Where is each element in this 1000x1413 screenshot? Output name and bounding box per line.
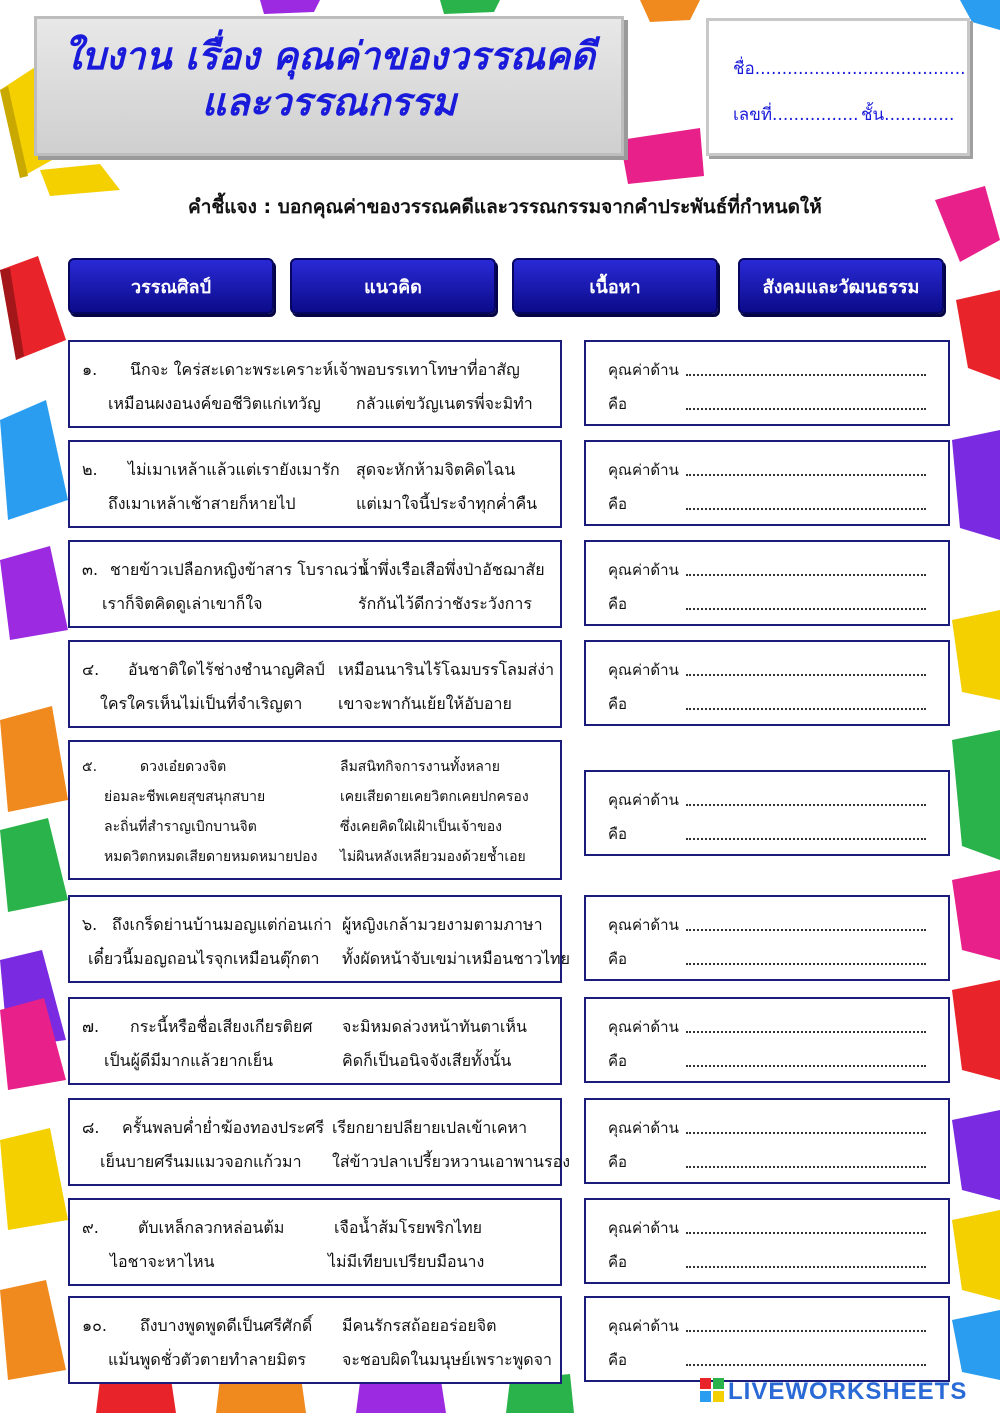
poem-line: ไม่มีเทียบเปรียบมือนาง [328,1252,485,1271]
answer-box [584,1198,950,1284]
is-answer-line[interactable] [686,1166,926,1168]
name-field[interactable]: ชื่อ....................................... [733,59,966,79]
worksheet-title-box [34,16,624,156]
poem-box [68,440,562,528]
poem-box [68,1198,562,1286]
aspect-answer-line[interactable] [686,474,926,476]
poem-line: ถึงบางพูดพูดดีเป็นศรีศักดิ์ [140,1316,313,1335]
aspect-answer-line[interactable] [686,674,926,676]
aspect-label: คุณค่าด้าน [608,661,679,679]
aspect-answer-line[interactable] [686,1132,926,1134]
poem-box [68,895,570,983]
poem-line: ใส่ข้าวปลาเปรี้ยวหวานเอาพานรอง [332,1152,571,1171]
poem-box [68,740,562,880]
aspect-label: คุณค่าด้าน [608,1219,679,1237]
poem-number: ๖. [82,915,98,934]
poem-number: ๓. [82,560,99,579]
poem-line: นึกจะ ใคร่สะเดาะพระเคราะห์เจ้า [130,360,358,379]
number-field[interactable]: เลขที่................ [733,105,859,125]
answer-box [584,895,950,981]
poem-line: รักกันไว้ดีกว่าชังระวังการ [358,594,532,613]
poem-line: ลืมสนิทกิจการงานทั้งหลาย [340,759,500,775]
poem-line: ไม่เมาเหล้าแล้วแต่เรายังเมารัก [128,460,340,479]
tab-concept[interactable]: แนวคิด [290,258,496,314]
is-label: คือ [608,495,628,513]
poem-line: ไอชาจะหาไหน [110,1252,215,1271]
poem-line: ซึ่งเคยคิดใฝ่เฝ้าเป็นเจ้าของ [340,819,502,835]
aspect-label: คุณค่าด้าน [608,1018,679,1036]
poem-line: ทั้งผัดหน้าจับเขม่าเหมือนชาวไทย [342,949,570,968]
is-answer-line[interactable] [686,838,926,840]
is-answer-line[interactable] [686,408,926,410]
poem-line: ย่อมละชีพเคยสุขสนุกสบาย [104,789,266,805]
poem-line: ละถิ่นที่สำราญเบิกบานจิต [104,819,257,835]
poem-line: คิดก็เป็นอนิจจังเสียทั้งนั้น [342,1051,512,1070]
poem-line: น้ำพึ่งเรือเสือพึ่งป่าอัชฌาสัย [358,560,545,579]
aspect-label: คุณค่าด้าน [608,1317,679,1335]
answer-box [584,997,950,1083]
poem-line: เหมือนนารินไร้โฉมบรรโลมส่ง่า [338,660,555,679]
answer-box [584,440,950,526]
is-label: คือ [608,950,628,968]
is-label: คือ [608,595,628,613]
aspect-answer-line[interactable] [686,929,926,931]
poem-line: มีคนรักรสถ้อยอร่อยจิต [342,1316,497,1335]
poem-line: พอบรรเทาโทษาที่อาสัญ [356,360,520,379]
is-answer-line[interactable] [686,1364,926,1366]
poem-number: ๑. [82,360,98,379]
answer-box [584,1098,950,1184]
poem-line: ผู้หญิงเกล้ามวยงามตามภาษา [342,915,543,934]
aspect-label: คุณค่าด้าน [608,361,679,379]
poem-line: ดวงเอ๋ยดวงจิต [140,759,227,775]
liveworksheets-icon [700,1378,724,1402]
is-label: คือ [608,395,628,413]
poem-line: แม้นพูดชั่วตัวตายทำลายมิตร [108,1350,306,1369]
is-label: คือ [608,825,628,843]
aspect-answer-line[interactable] [686,374,926,376]
instruction-text: คำชี้แจง : บอกคุณค่าของวรรณคดีและวรรณกรรมจากคำประพันธ์ที่กำหนดให้ [188,196,822,218]
poem-number: ๗. [82,1017,100,1036]
poem-line: หมดวิตกหมดเสียดายหมดหมายปอง [104,849,318,865]
poem-box [68,1098,571,1186]
is-answer-line[interactable] [686,508,926,510]
poem-line: ไม่ผินหลังเหลียวมองด้วยช้ำเอย [340,849,526,865]
answer-box [584,340,950,426]
is-label: คือ [608,1052,628,1070]
is-answer-line[interactable] [686,963,926,965]
poem-line: เรียกยายปลียายเปลเข้าเคหา [332,1118,528,1137]
aspect-answer-line[interactable] [686,1232,926,1234]
poem-line: ถึงเมาเหล้าเช้าสายก็หายไป [108,494,296,513]
poem-line: ตับเหล็กลวกหล่อนต้ม [138,1218,285,1237]
poem-number: ๑๐. [82,1316,108,1335]
poem-line: แต่เมาใจนี้ประจำทุกค่ำคืน [356,494,538,513]
tab-society-culture[interactable]: สังคมและวัฒนธรรม [738,258,944,314]
poem-line: เคยเสียดายเคยวิตกเคยปกครอง [340,789,529,805]
poem-line: จะมิหมดล่วงหน้าทันตาเห็น [342,1017,527,1036]
poem-line: เป็นผู้ดีมีมากแล้วยากเย็น [104,1051,274,1070]
tab-content[interactable]: เนื้อหา [512,258,718,314]
is-label: คือ [608,695,628,713]
answer-box [584,640,950,726]
poem-line: อันชาติใดไร้ช่างชำนาญศิลป์ [128,660,325,679]
poem-box [68,1296,562,1384]
aspect-label: คุณค่าด้าน [608,461,679,479]
poem-line: เขาจะพากันเย้ยให้อับอาย [338,694,512,713]
poem-line: เจือน้ำส้มโรยพริกไทย [334,1218,483,1237]
answer-box [584,540,950,626]
aspect-label: คุณค่าด้าน [608,561,679,579]
is-answer-line[interactable] [686,1266,926,1268]
worksheet-title-line2: และวรรณกรรม [201,79,457,124]
poem-line: ใครใครเห็นไม่เป็นที่จำเริญตา [100,694,303,713]
poem-box [68,640,562,728]
is-answer-line[interactable] [686,608,926,610]
aspect-answer-line[interactable] [686,1330,926,1332]
is-answer-line[interactable] [686,1065,926,1067]
is-label: คือ [608,1153,628,1171]
liveworksheets-text: LIVEWORKSHEETS [728,1378,968,1405]
poem-line: เดี๋ยวนี้มอญถอนไรจุกเหมือนตุ๊กตา [88,949,320,968]
is-label: คือ [608,1351,628,1369]
poem-line: ชายข้าวเปลือกหญิงข้าสาร โบราณว่า [110,560,367,579]
poem-line: จะชอบผิดในมนุษย์เพราะพูดจา [342,1350,552,1369]
poem-line: กระนี้หรือชื่อเสียงเกียรติยศ [130,1017,313,1036]
aspect-label: คุณค่าด้าน [608,1119,679,1137]
worksheet-title-line1: ใบงาน เรื่อง คุณค่าของวรรณคดี [62,33,596,78]
poem-number: ๕. [82,759,98,775]
is-answer-line[interactable] [686,708,926,710]
poem-box [68,997,562,1085]
poem-line: เย็นบายศรีนมแมวจอกแก้วมา [100,1152,302,1171]
aspect-answer-line[interactable] [686,1031,926,1033]
poem-number: ๒. [82,460,98,479]
answer-box [584,1296,950,1382]
class-field[interactable]: ชั้น............. [861,105,955,125]
aspect-label: คุณค่าด้าน [608,791,679,809]
student-info-box [706,18,970,156]
poem-number: ๘. [82,1118,100,1137]
tab-literary-art[interactable]: วรรณศิลป์ [68,258,274,314]
aspect-label: คุณค่าด้าน [608,916,679,934]
poem-box [68,340,562,428]
poem-line: เหมือนผงอนงค์ขอชีวิตแก่เทวัญ [108,394,321,413]
poem-line: กลัวแต่ขวัญเนตรพี่จะมิทำ [356,394,533,413]
answer-box [584,770,950,856]
poem-line: ถึงเกร็ดย่านบ้านมอญแต่ก่อนเก่า [112,915,332,934]
poem-line: สุดจะหักห้ามจิตคิดไฉน [356,460,516,479]
liveworksheets-logo [700,1378,967,1406]
aspect-answer-line[interactable] [686,804,926,806]
aspect-answer-line[interactable] [686,574,926,576]
poem-box [68,540,562,628]
poem-line: ครั้นพลบค่ำย่ำฆ้องทองประศรี [122,1118,325,1137]
poem-number: ๔. [82,660,100,679]
is-label: คือ [608,1253,628,1271]
poem-number: ๙. [82,1218,99,1237]
poem-line: เราก็จิตคิดดูเล่าเขาก็ใจ [102,594,263,613]
